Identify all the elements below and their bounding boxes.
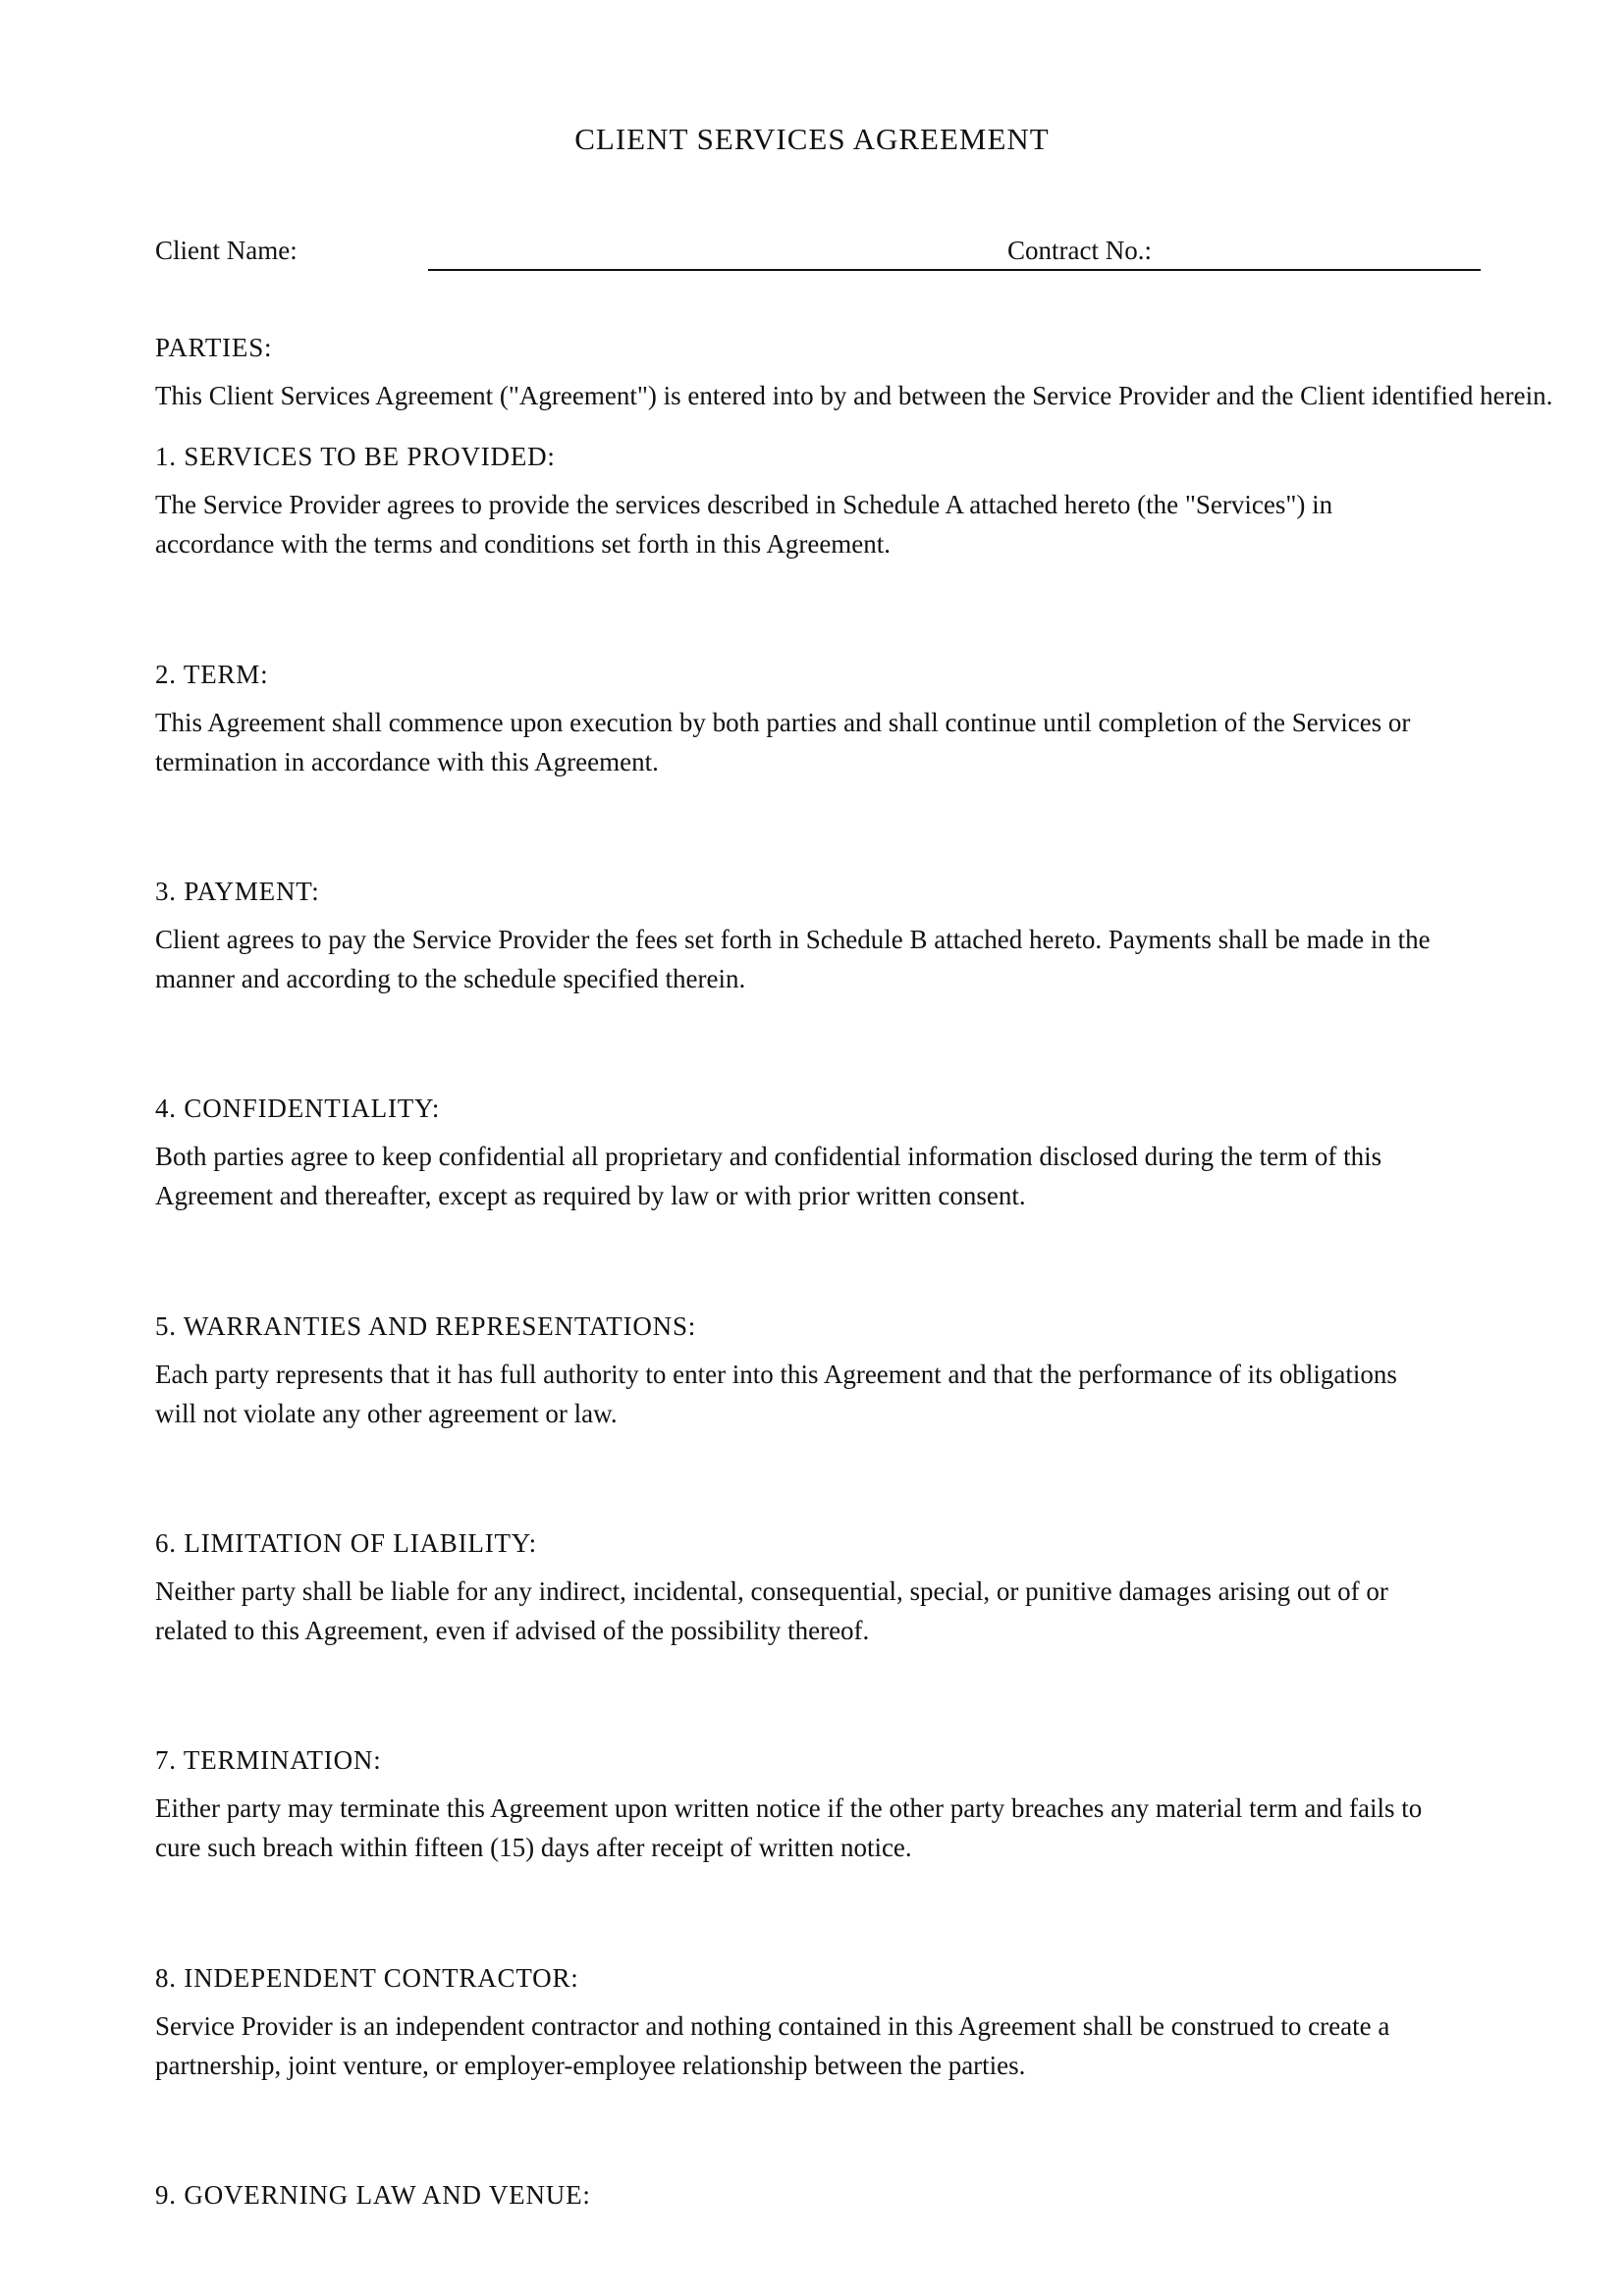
section-heading: 8. INDEPENDENT CONTRACTOR: xyxy=(155,1963,579,1993)
section-warranties xyxy=(155,1309,1618,1433)
section-termination xyxy=(155,1743,1618,1867)
client-info-row xyxy=(155,232,1481,279)
section-body: Both parties agree to keep confidential all proprietary and confidential information disclosed during the term of this Agreement and thereafter, except as required by law or with prior written consent. xyxy=(155,1142,1382,1210)
section-parties xyxy=(155,331,1618,415)
client-name-field-line[interactable] xyxy=(428,269,1481,271)
section-body: This Agreement shall commence upon execution by both parties and shall continue until completion of the Services or termination in accordance with this Agreement. xyxy=(155,708,1411,776)
section-heading: 7. TERMINATION: xyxy=(155,1745,382,1775)
section-body: Each party represents that it has full authority to enter into this Agreement and that the performance of its obligations will not violate any other agreement or law. xyxy=(155,1360,1397,1428)
contract-number-label: Contract No.: xyxy=(1007,236,1152,265)
section-body: Service Provider is an independent contractor and nothing contained in this Agreement shall be construed to create a partnership, joint venture, or employer-employee relationship between the parties. xyxy=(155,2011,1390,2080)
section-heading: 5. WARRANTIES AND REPRESENTATIONS: xyxy=(155,1311,697,1341)
section-body: Neither party shall be liable for any indirect, incidental, consequential, special, or punitive damages arising out of or related to this Agreement, even if advised of the possibility thereof. xyxy=(155,1576,1388,1645)
section-heading: 1. SERVICES TO BE PROVIDED: xyxy=(155,442,556,471)
section-governing-law xyxy=(155,2178,1618,2223)
section-payment xyxy=(155,875,1618,998)
section-heading: 9. GOVERNING LAW AND VENUE: xyxy=(155,2180,591,2210)
section-body: Either party may terminate this Agreement upon written notice if the other party breaches any material term and fails to cure such breach within fifteen (15) days after receipt of written notice. xyxy=(155,1793,1423,1862)
document-title: CLIENT SERVICES AGREEMENT xyxy=(574,122,1050,156)
section-independent-contractor xyxy=(155,1961,1618,2085)
section-confidentiality xyxy=(155,1092,1618,1215)
section-body: This Client Services Agreement ("Agreement") is entered into by and between the Service Provider and the Client identified herein. xyxy=(155,381,1553,410)
section-heading: 3. PAYMENT: xyxy=(155,877,320,906)
section-heading: PARTIES: xyxy=(155,333,273,362)
section-body: The Service Provider agrees to provide the services described in Schedule A attached hereto (the "Services") in accordance with the terms and conditions set forth in this Agreement. xyxy=(155,490,1333,559)
section-heading: 2. TERM: xyxy=(155,660,269,689)
section-services xyxy=(155,440,1618,563)
section-body: Client agrees to pay the Service Provider the fees set forth in Schedule B attached hereto. Payments shall be made in the manner and according to the schedule specified therein. xyxy=(155,925,1431,993)
client-name-label: Client Name: xyxy=(155,236,298,265)
section-heading: 6. LIMITATION OF LIABILITY: xyxy=(155,1528,537,1558)
section-heading: 4. CONFIDENTIALITY: xyxy=(155,1094,441,1123)
section-term xyxy=(155,658,1618,781)
section-limitation-of-liability xyxy=(155,1526,1618,1650)
